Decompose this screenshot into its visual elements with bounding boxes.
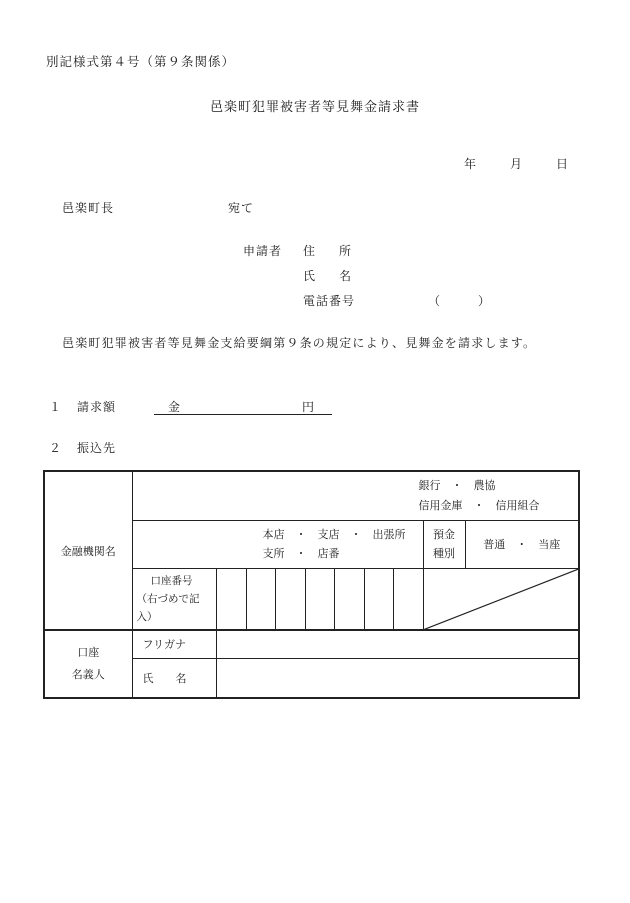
account-number-label: 口座番号 — [150, 574, 193, 587]
bank-type-line2: 信用金庫 ・ 信用組合 — [418, 498, 540, 512]
deposit-options: 普通 ・ 当座 — [483, 538, 561, 551]
holder-name-input[interactable] — [216, 658, 579, 698]
applicant-label: 申請者 — [243, 244, 283, 258]
date-year: 年 — [464, 157, 477, 171]
bank-transfer-table — [43, 470, 580, 699]
addressee-name: 邑楽町長 — [62, 201, 115, 215]
institution-label: 金融機関名 — [60, 544, 116, 558]
account-digit-2[interactable] — [246, 568, 275, 630]
item1-number: １ — [49, 400, 62, 414]
furigana-label-cell — [132, 630, 216, 658]
bank-type-cell[interactable] — [132, 471, 579, 520]
item2-label: 振込先 — [77, 441, 117, 455]
branch-line2: 支所 ・ 店番 — [262, 547, 340, 560]
amount-unit: 円 — [302, 400, 315, 414]
date-day: 日 — [556, 157, 569, 171]
date-month: 月 — [510, 157, 523, 171]
account-digit-5[interactable] — [334, 568, 364, 630]
account-digit-1[interactable] — [216, 568, 246, 630]
addressee-suffix: 宛て — [228, 201, 255, 215]
phone-paren-close: ） — [478, 294, 491, 308]
deposit-type-line2: 種別 — [433, 547, 455, 560]
amount-prefix: 金 — [168, 400, 181, 414]
deposit-type-label-cell — [423, 520, 465, 568]
name-label: 氏 名 — [303, 269, 352, 283]
deposit-options-cell[interactable] — [465, 520, 579, 568]
account-number-note-a: （右づめで記 — [136, 592, 200, 605]
holder-name-label: 氏 名 — [142, 671, 187, 685]
document-title: 邑楽町犯罪被害者等見舞金請求書 — [209, 100, 420, 115]
branch-cell[interactable] — [132, 520, 423, 568]
holder-label-line1: 口座 — [77, 646, 100, 659]
item2-number: ２ — [49, 441, 62, 455]
blank-diagonal-cell — [423, 568, 579, 630]
account-digit-6[interactable] — [364, 568, 393, 630]
account-number-label-cell — [132, 568, 216, 630]
holder-name-label-cell — [132, 658, 216, 698]
bank-type-line1: 銀行 ・ 農協 — [418, 478, 496, 492]
phone-paren-open: （ — [428, 294, 441, 308]
account-digit-4[interactable] — [305, 568, 334, 630]
holder-label-line2: 名義人 — [71, 668, 105, 681]
account-number-note-b: 入） — [136, 610, 158, 623]
item1-label: 請求額 — [77, 400, 117, 414]
account-digit-3[interactable] — [275, 568, 305, 630]
form-number: 別記様式第４号（第９条関係） — [46, 54, 236, 69]
deposit-type-line1: 預金 — [433, 528, 455, 541]
address-label: 住 所 — [303, 244, 352, 258]
diagonal-strike — [424, 569, 579, 630]
furigana-input[interactable] — [216, 630, 579, 658]
account-digit-7[interactable] — [393, 568, 423, 630]
branch-line1: 本店 ・ 支店 ・ 出張所 — [262, 528, 406, 541]
phone-label: 電話番号 — [303, 294, 356, 308]
institution-label-cell — [44, 471, 132, 630]
furigana-label: フリガナ — [142, 638, 186, 652]
body-text: 邑楽町犯罪被害者等見舞金支給要綱第９条の規定により、見舞金を請求します。 — [62, 336, 537, 350]
holder-label-cell — [44, 630, 132, 698]
